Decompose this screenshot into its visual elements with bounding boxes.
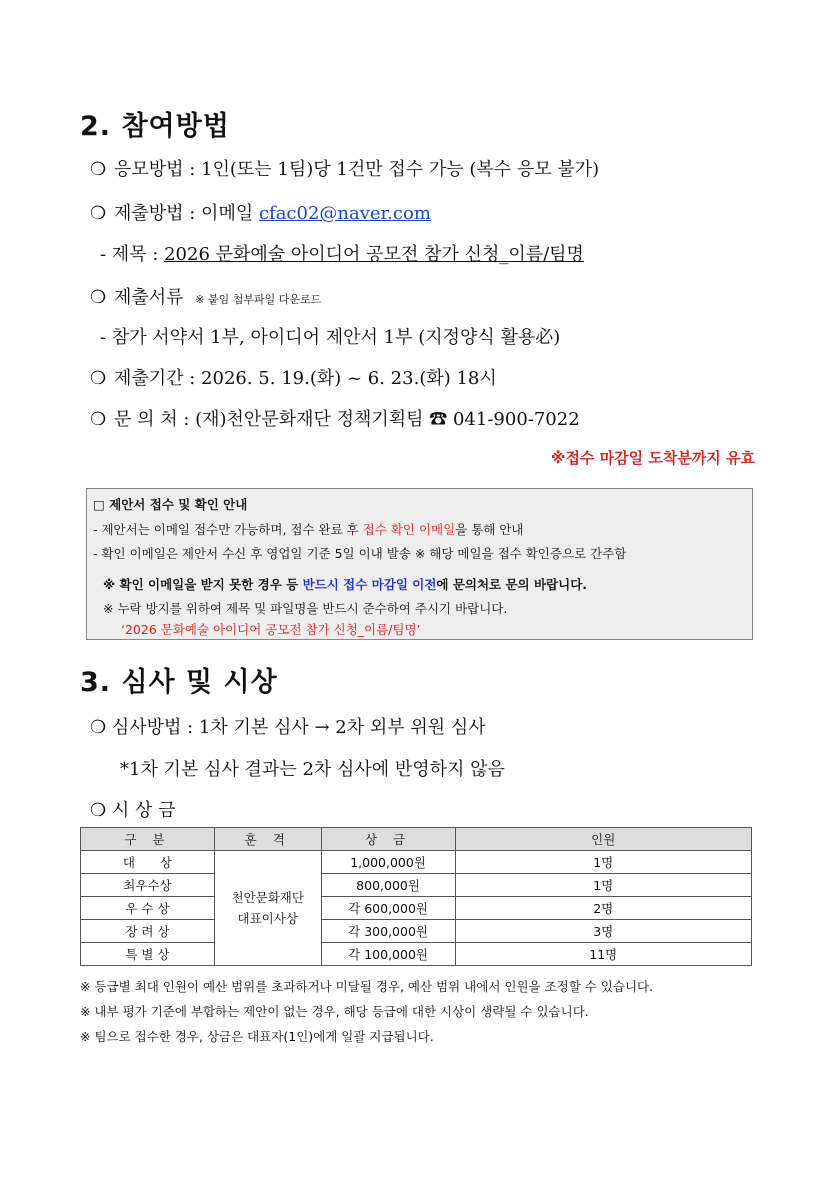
- info-line-1: - 제안서는 이메일 접수만 가능하며, 접수 완료 후 접수 확인 이메일을 통해 안내: [93, 522, 524, 537]
- documents-note: ※ 붙임 첨부파일 다운로드: [195, 293, 322, 306]
- info-box: [86, 488, 753, 640]
- bullet-icon: ❍: [90, 287, 107, 308]
- info-line-3: ※ 확인 이메일을 받지 못한 경우 등 반드시 접수 마감일 이전에 문의처로 문의 바랍니다.: [103, 577, 588, 592]
- awards-table: [80, 827, 752, 966]
- row-count: 1명: [455, 874, 752, 897]
- deadline-note: ※접수 마감일 도착분까지 유효: [550, 449, 755, 467]
- header-count: 인원: [455, 828, 752, 851]
- row-count: 2명: [455, 897, 752, 920]
- row-prize: 800,000원: [321, 874, 455, 897]
- footnote-3: ※ 팀으로 접수한 경우, 상금은 대표자(1인)에게 일괄 지급됩니다.: [80, 1029, 434, 1044]
- subject-text: 2026 문화예술 아이디어 공모전 참가 신청_이름/팀명: [164, 244, 584, 265]
- bullet-icon: ❍: [90, 368, 107, 389]
- subject-item: [100, 240, 584, 266]
- bullet-icon: ❍: [90, 159, 107, 180]
- review-method-note: *1차 기본 심사 결과는 2차 심사에 반영하지 않음: [120, 759, 505, 780]
- documents-label: 제출서류: [114, 287, 184, 308]
- table-row: [81, 920, 752, 943]
- documents-item: [90, 283, 321, 309]
- row-category: 최우수상: [81, 874, 215, 897]
- confirm-email-highlight: 접수 확인 이메일: [362, 522, 456, 537]
- prize-money-item: ❍ 시 상 금: [90, 800, 176, 821]
- info-line-5: ‘2026 문화예술 아이디어 공모전 참가 신청_이름/팀명’: [121, 622, 421, 637]
- submit-method-item: [90, 199, 431, 225]
- submit-method-label: 제출방법 : 이메일: [114, 203, 259, 224]
- review-method-item: ❍ 심사방법 : 1차 기본 심사 → 2차 외부 위원 심사: [90, 717, 486, 738]
- apply-method-item: [90, 155, 599, 181]
- header-category: 구 분: [81, 828, 215, 851]
- table-row: [81, 851, 752, 874]
- deadline-highlight: 반드시 접수 마감일 이전: [302, 577, 437, 592]
- contact-text: 문 의 처 : (재)천안문화재단 정책기획팀 ☎ 041-900-7022: [114, 409, 580, 430]
- info-line-4: ※ 누락 방지를 위하여 제목 및 파일명을 반드시 준수하여 주시기 바랍니다.: [103, 601, 508, 616]
- table-row: [81, 874, 752, 897]
- table-header-row: [81, 828, 752, 851]
- section-2-title: 2. 참여방법: [80, 111, 230, 142]
- row-category: 특 별 상: [81, 943, 215, 966]
- row-category: 장 려 상: [81, 920, 215, 943]
- footnote-2: ※ 내부 평가 기준에 부합하는 제안이 없는 경우, 해당 등급에 대한 시상이 생략될 수 있습니다.: [80, 1004, 589, 1019]
- period-item: [90, 364, 497, 390]
- email-link[interactable]: cfac02@naver.com: [258, 203, 431, 224]
- header-granter: 훈 격: [214, 828, 321, 851]
- bullet-icon: ❍: [90, 409, 107, 430]
- row-category: 우 수 상: [81, 897, 215, 920]
- footnote-1: ※ 등급별 최대 인원이 예산 범위를 초과하거나 미달될 경우, 예산 범위 내에서 인원을 조정할 수 있습니다.: [80, 979, 654, 994]
- apply-method-text: 응모방법 : 1인(또는 1팀)당 1건만 접수 가능 (복수 응모 불가): [114, 159, 600, 180]
- granter-cell: 천안문화재단 대표이사상: [214, 851, 321, 966]
- bullet-icon: ❍: [90, 203, 107, 224]
- row-prize: 1,000,000원: [321, 851, 455, 874]
- header-prize: 상 금: [321, 828, 455, 851]
- row-count: 11명: [455, 943, 752, 966]
- section-3-title: 3. 심사 및 시상: [80, 667, 278, 698]
- period-text: 제출기간 : 2026. 5. 19.(화) ~ 6. 23.(화) 18시: [114, 368, 497, 389]
- row-prize: 각 600,000원: [321, 897, 455, 920]
- table-row: [81, 897, 752, 920]
- contact-item: [90, 405, 580, 431]
- row-count: 1명: [455, 851, 752, 874]
- table-row: [81, 943, 752, 966]
- row-count: 3명: [455, 920, 752, 943]
- info-box-title: □ 제안서 접수 및 확인 안내: [93, 497, 248, 512]
- row-prize: 각 300,000원: [321, 920, 455, 943]
- info-line-2: - 확인 이메일은 제안서 수신 후 영업일 기준 5일 이내 발송 ※ 해당 메일을 접수 확인증으로 간주함: [93, 546, 627, 561]
- row-prize: 각 100,000원: [321, 943, 455, 966]
- subject-prefix: - 제목 :: [100, 244, 165, 265]
- documents-detail: - 참가 서약서 1부, 아이디어 제안서 1부 (지정양식 활용必): [100, 327, 561, 348]
- row-category: 대 상: [81, 851, 215, 874]
